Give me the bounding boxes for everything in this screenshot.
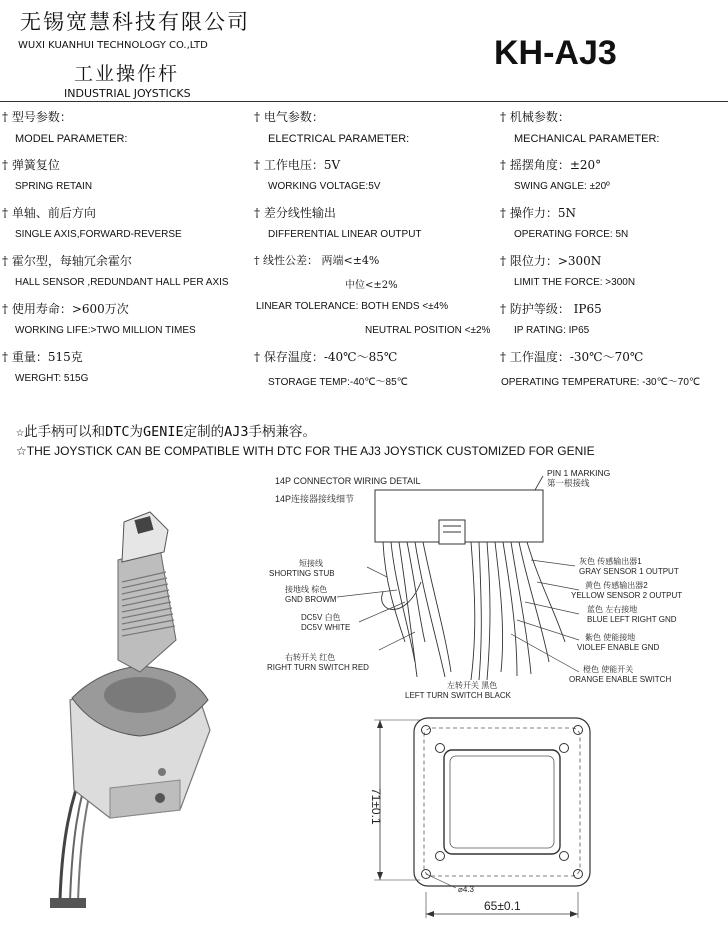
spec-cn: † 机械参数： [500, 110, 570, 124]
wire-label-en: SHORTING STUB [269, 569, 335, 578]
mount-hole [574, 870, 583, 879]
company-name-en: WUXI KUANHUI TECHNOLOGY CO.,LTD [18, 40, 208, 51]
spec-cn: † 使用寿命：>600万次 [2, 302, 129, 316]
spec-cn: † 单轴、前后方向 [2, 206, 96, 220]
wire-label-en: VIOLEF ENABLE GND [577, 643, 660, 652]
wire-label-cn: 右转开关 红色 [285, 653, 336, 662]
spec-en: WERGHT: 515G [15, 373, 89, 384]
dimension-width: 65±0.1 [484, 899, 521, 913]
spec-en: WORKING LIFE:>TWO MILLION TIMES [15, 325, 196, 336]
product-name-en: INDUSTRIAL JOYSTICKS [64, 87, 191, 100]
wire-label-cn: 接地线 棕色 [285, 585, 328, 594]
wire-label-en: YELLOW SENSOR 2 OUTPUT [571, 591, 683, 600]
wire-label-cn: DC5V 白色 [301, 613, 341, 622]
spec-cn: † 工作温度：-30℃～70℃ [500, 350, 644, 364]
mount-hole [436, 852, 445, 861]
wire-label-en: DC5V WHITE [301, 623, 351, 632]
spec-cn: † 限位力：>300N [500, 254, 602, 268]
dimension-height: 71±0.1 [369, 788, 383, 825]
spec-en: OPERATING TEMPERATURE: -30℃～70℃ [501, 377, 701, 388]
spec-cn: † 保存温度：-40℃～85℃ [254, 350, 398, 364]
mount-hole [436, 744, 445, 753]
spec-cn: † 电气参数： [254, 110, 324, 124]
wire-label-en: RIGHT TURN SWITCH RED [267, 663, 369, 672]
wire-label-en: GND BROWM [285, 595, 337, 604]
spec-en: LINEAR TOLERANCE: BOTH ENDS <±4% [256, 301, 449, 312]
spec-en: DIFFERENTIAL LINEAR OUTPUT [268, 229, 422, 240]
spec-en: MODEL PARAMETER: [15, 133, 128, 145]
header-divider [0, 101, 728, 102]
pin1-label-en: PIN 1 MARKING [547, 468, 611, 478]
spec-en: SINGLE AXIS,FORWARD-REVERSE [15, 229, 182, 240]
wire-label-cn: 黄色 传感输出器2 [585, 581, 648, 590]
pin1-label-cn: 第一根接线 [547, 478, 590, 488]
mount-hole [422, 726, 431, 735]
wiring-diagram [255, 462, 715, 702]
wiring-title-cn: 14P连接器接线细节 [275, 494, 355, 504]
joystick-illustration [0, 500, 250, 920]
compat-note-cn: ☆此手柄可以和DTC为GENIE定制的AJ3手柄兼容。 [16, 424, 317, 440]
mount-hole [574, 726, 583, 735]
spec-en: SWING ANGLE: ±20º [514, 181, 610, 192]
company-name-cn: 无锡宽慧科技有限公司 [20, 10, 250, 34]
spec-cn: † 操作力：5N [500, 206, 576, 220]
spec-cn: † 霍尔型，每轴冗余霍尔 [2, 254, 132, 268]
wire-label-en: GRAY SENSOR 1 OUTPUT [579, 567, 679, 576]
spec-en: ELECTRICAL PARAMETER: [268, 133, 410, 145]
spec-cn: † 防护等级： IP65 [500, 302, 602, 316]
spec-cn: † 差分线性输出 [254, 206, 336, 220]
flange-opening [444, 750, 560, 854]
spec-cn: † 型号参数： [2, 110, 72, 124]
spec-cn: † 工作电压：5V [254, 158, 341, 172]
spec-en: STORAGE TEMP:-40℃～85℃ [268, 377, 408, 388]
mounting-drawing [360, 712, 620, 932]
joystick-grip [118, 548, 176, 672]
spec-en: NEUTRAL POSITION <±2% [365, 325, 491, 336]
spec-cn: † 弹簧复位 [2, 158, 60, 172]
wire-label-en: BLUE LEFT RIGHT GND [587, 615, 677, 624]
spec-en: MECHANICAL PARAMETER: [514, 133, 660, 145]
wire-label-cn: 灰色 传感输出器1 [579, 557, 642, 566]
compat-note-en: ☆THE JOYSTICK CAN BE COMPATIBLE WITH DTC FOR THE AJ3 JOYSTICK CUSTOMIZED FOR GENIE [16, 444, 595, 458]
wire-label-cn: 紫色 使能接地 [585, 633, 636, 642]
spec-en: WORKING VOLTAGE:5V [268, 181, 381, 192]
wire-label-en: LEFT TURN SWITCH BLACK [405, 691, 511, 700]
dimension-hole: ⌀4.3 [458, 885, 474, 894]
spec-cn: 中位<±2% [345, 280, 398, 291]
product-name-cn: 工业操作杆 [74, 63, 180, 85]
spec-cn: † 线性公差： 两端<±4% [254, 254, 380, 267]
wire-label-en: ORANGE ENABLE SWITCH [569, 675, 672, 684]
mount-hole [560, 852, 569, 861]
wire-label-cn: 短接线 [299, 559, 323, 568]
wire-label-cn: 左转开关 黑色 [447, 681, 498, 690]
spec-en: HALL SENSOR ,REDUNDANT HALL PER AXIS [15, 277, 229, 288]
model-number: KH-AJ3 [494, 34, 617, 72]
spec-en: LIMIT THE FORCE: >300N [514, 277, 636, 288]
spec-en: OPERATING FORCE: 5N [514, 229, 629, 240]
spec-en: IP RATING: IP65 [514, 325, 590, 336]
wire-label-cn: 橙色 使能开关 [583, 665, 634, 674]
wiring-title-en: 14P CONNECTOR WIRING DETAIL [275, 476, 421, 486]
spec-cn: † 重量：515克 [2, 350, 83, 364]
spec-en: SPRING RETAIN [15, 181, 93, 192]
spec-cn: † 摇摆角度：±20° [500, 158, 602, 172]
mount-hole [560, 744, 569, 753]
cable-connector [50, 898, 86, 908]
wire-label-cn: 蓝色 左右接地 [587, 605, 638, 614]
